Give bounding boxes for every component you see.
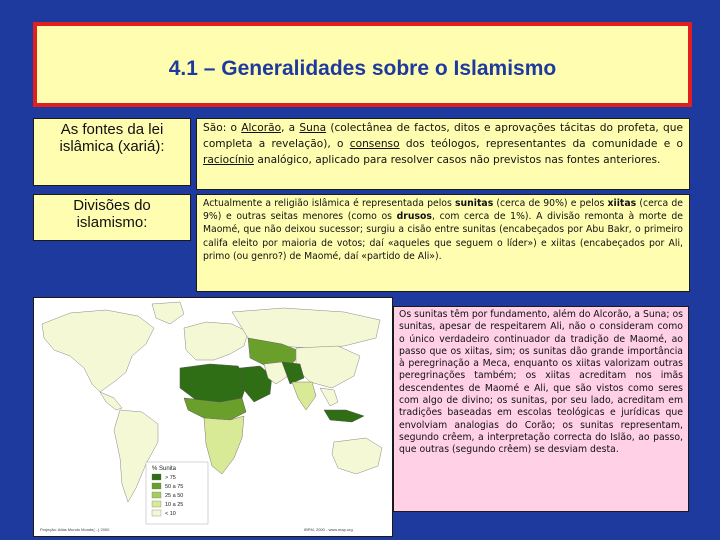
sunni-shia-comparison-text: Os sunitas têm por fundamento, além do Alcorão, a Suna; os sunitas, apesar de respeitarem Ali, não o consideram como o único verdadeiro continuador da tradição de Maomé, ao passo que os xiitas, sim; os sunitas dão grande importância à peregrinação a Meca, enquanto os xiitas valorizam outras peregrinações também; os xiitas acreditam nos imãs descendentes de Maomé e Ali, que são vistos como seres com algo de divino; os sunitas, por seu lado, acreditam em tradições baseadas em escolas teológicas e jurídicas que envolviam analogias do Corão; os sunitas representam, segundo crêem, a interpretação correcta do Islão, ao passo, que outras (segundo crêem) se desviam desta. [393, 306, 689, 512]
islam-world-map [33, 297, 393, 537]
sources-text [196, 118, 690, 190]
text-run: analógico, aplicado para resolver casos não previstos nas fontes anteriores. [254, 153, 661, 166]
text-run: São: o [203, 122, 242, 134]
divisions-label: Divisões do islamismo: [33, 194, 191, 241]
legend-item-label: > 75 [165, 475, 176, 481]
emphasized-term: Suna [299, 122, 327, 134]
text-run: (cerca de 9%) e outras seitas menores (como os [203, 198, 684, 223]
legend-item-label: 10 a 25 [165, 502, 184, 508]
legend-title: % Sunita [152, 466, 177, 472]
emphasized-term: xiitas [607, 198, 637, 209]
world-map-svg [34, 298, 392, 536]
text-run: dos teólogos, representantes da comunidade e o [399, 137, 684, 150]
divisions-text [196, 194, 690, 292]
text-run: , com cerca de 1%). A divisão remonta à morte de Maomé, que não deixou sucessor; surgiu a cisão entre sunitas (encabeçados por Abu Bakr, o primeiro califa eleito por maioria de votos; daí «aqueles que seguem o líder») e xiitas (encabeçados por Ali, primo (ou genro?) de Maomé, daí «partido de Ali»). [203, 211, 683, 262]
text-run: , a [281, 122, 300, 134]
map-legend [146, 462, 208, 524]
legend-item-label: < 10 [165, 511, 176, 517]
text-run: Actualmente a religião islâmica é representada pelos [203, 198, 456, 209]
map-credit-left: Projeção: Atlas Mundo Monde(...) 2000 [40, 527, 110, 532]
map-credit-right: IBPM, 2000 - www.map.org [304, 527, 353, 532]
emphasized-term: sunitas [455, 198, 494, 209]
legend-item-label: 25 a 50 [165, 493, 184, 499]
text-run: (cerca de 90%) e pelos [493, 198, 608, 209]
legend-item-label: 50 a 75 [165, 484, 184, 490]
sources-label: As fontes da lei islâmica (xariá): [33, 118, 191, 186]
emphasized-term: consenso [349, 137, 400, 150]
emphasized-term: Alcorão [241, 122, 282, 134]
title-box [33, 22, 692, 107]
emphasized-term: raciocínio [203, 153, 255, 166]
slide-title: 4.1 – Generalidades sobre o Islamismo [168, 56, 557, 80]
emphasized-term: drusos [396, 211, 432, 223]
text-run: (colectânea de factos, ditos e aprovações tácitas do profeta, que completa a revelação), o [203, 122, 683, 150]
